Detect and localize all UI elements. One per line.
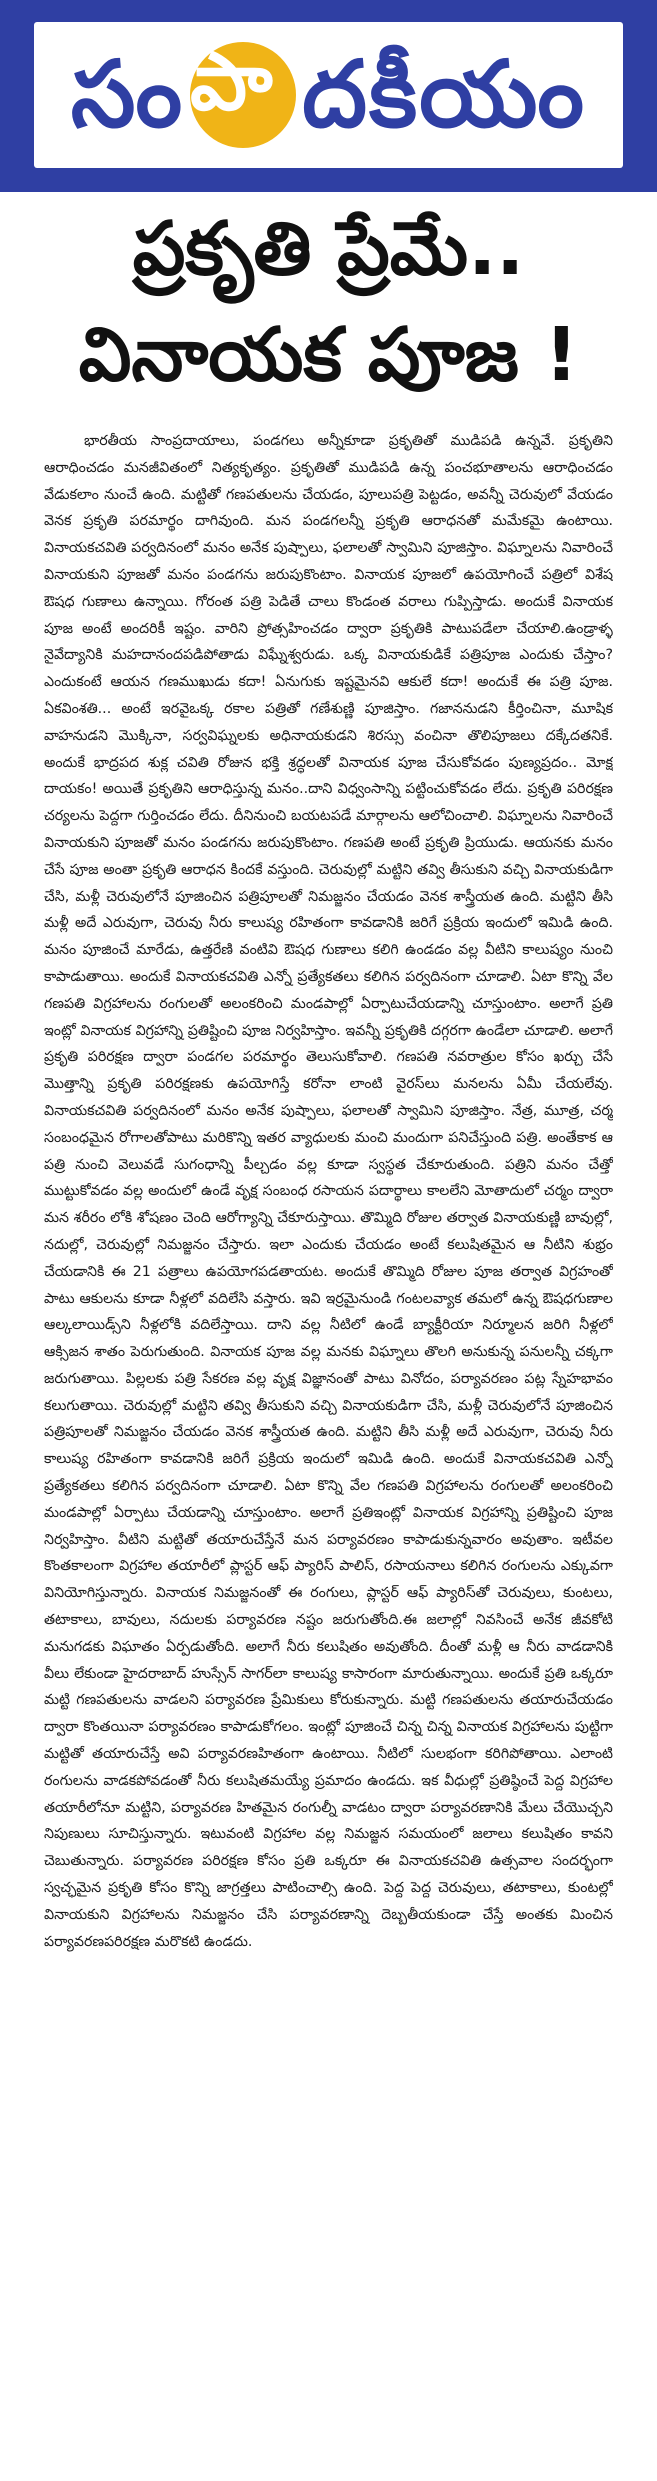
masthead-band xyxy=(0,0,657,192)
headline-line-1: ప్రకృతి ప్రేమే.. xyxy=(132,206,525,292)
article-body xyxy=(44,428,613,2468)
masthead-part1: సం xyxy=(70,41,185,148)
article-paragraph: భారతీయ సాంప్రదాయాలు, పండగలు అన్నీకూడా ప్రకృతితో ముడిపడి ఉన్నవే. ప్రకృతిని ఆరాధించడం మనజీవితంలో నిత్యకృత్యం. ప్రకృతితో ముడిపడి ఉన్న పంచభూతాలను ఆరాధించడం వేడుకలాం నుంచే ఉంది. మట్టితో గణపతులను చేయడం, పూలుపత్రి పెట్టడం, అవన్నీ చెరువులో వేయడం వెనక ప్రకృతి పరమార్థం దాగివుంది. మన పండగలన్నీ ప్రకృతి ఆరాధనతో మమేకమై ఉంటాయి. వినాయకచవితి పర్వదినంలో మనం అనేక పుష్పాలు, ఫలాలతో స్వామిని పూజిస్తాం. విఘ్నాలను నివారించే వినాయకుని పూజతో మనం పండగను జరుపుకొంటాం. వినాయక పూజలో ఉపయోగించే పత్రిలో విశేష ఔషధ గుణాలు ఉన్నాయి. గోరంత పత్రి పెడితే చాలు కొండంత వరాలు గుప్పిస్తాడు. అందుకే వినాయక పూజ అంటే అందరికీ ఇష్టం. వారిని ప్రోత్సహించడం ద్వారా ప్రకృతికి పాటుపడేలా చేయాలి.ఉండ్రాళ్ళ నైవేద్యానికి మహదానందపడిపోతాడు విఘ్నేశ్వరుడు. ఒక్క వినాయకుడికే పత్రిపూజ ఎందుకు చేస్తాం? ఎందుకంటే ఆయన గణముఖుడు కదా! ఏనుగుకు ఇష్టమైనవి ఆకులే కదా! అందుకే ఈ పత్రి పూజ. ఏకవింశతి... అంటే ఇరవైఒక్క రకాల పత్రితో గణేశుణ్ణి పూజిస్తాం. గజాననుడని కీర్తించినా, మూషిక వాహనుడని మొక్కినా, సర్వవిఘ్నలకు అధినాయకుడని శిరస్సు వంచినా తొలిపూజలు దక్కేదతనికే. అందుకే భాద్రపద శుక్ల చవితి రోజున భక్తి శ్రద్ధలతో వినాయక పూజ చేసుకోవడం పుణ్యప్రదం.. మోక్ష దాయకం! అయితే ప్రకృతిని ఆరాధిస్తున్న మనం..దాని విధ్వంసాన్ని పట్టించుకోవడం లేదు. ప్రకృతి పరిరక్షణ చర్యలను పెద్దగా గుర్తించడం లేదు. దీనినుంచి బయటపడే మార్గాలను ఆలోచించాలి. విఘ్నాలను నివారించే వినాయకుని పూజతో మనం పండగను జరుపుకొంటాం. గణపతి అంటే ప్రకృతి ప్రియుడు. ఆయనకు మనం చేసే పూజ అంతా ప్రకృతి ఆరాధన కిందకే వస్తుంది. చెరువుల్లో మట్టిని తవ్వి తీసుకుని వచ్చి వినాయకుడిగా చేసి, మళ్లీ చెరువులోనే పూజించిన పత్రిపూలతో నిమజ్జనం చేయడం వెనక శాస్త్రీయత ఉంది. మట్టిని తీసి మళ్లీ అదే ఎరువుగా, చెరువు నీరు కాలుష్య రహితంగా కావడానికి జరిగే ప్రక్రియ ఇందులో ఇమిడి ఉంది. మనం పూజించే మారేడు, ఉత్తరేణి వంటివి ఔషధ గుణాలు కలిగి ఉండడం వల్ల వీటిని కాలుష్యం నుంచి కాపాడుతాయి. అందుకే వినాయకచవితి ఎన్నో ప్రత్యేకతలు కలిగిన పర్వదినంగా చూడాలి. ఏటా కొన్ని వేల గణపతి విగ్రహాలను రంగులతో అలంకరించి మండపాల్లో ఏర్పాటుచేయడాన్ని చూస్తుంటాం. అలాగే ప్రతి ఇంట్లో వినాయక విగ్రహాన్ని ప్రతిష్టించి పూజ నిర్వహిస్తాం. ఇవన్నీ ప్రకృతికి దగ్గరగా ఉండేలా చూడాలి. అలాగే ప్రకృతి పరిరక్షణ ద్వారా పండగల పరమార్థం తెలుసుకోవాలి. గణపతి నవరాత్రుల కోసం ఖర్చు చేసే మొత్తాన్ని ప్రకృతి పరిరక్షణకు ఉపయోగిస్తే కరోనా లాంటి వైరస్‌లు మనలను ఏమీ చేయలేవు. వినాయకచవితి పర్వదినంలో మనం అనేక పుష్పాలు, ఫలాలతో స్వామిని పూజిస్తాం. నేత్ర, మూత్ర, చర్మ సంబంధమైన రోగాలతోపాటు మరికొన్ని ఇతర వ్యాధులకు మంచి మందుగా పనిచేస్తుంది పత్రి. అంతేకాక ఆ పత్రి నుంచి వెలువడే సుగంధాన్ని పీల్చడం వల్ల కూడా స్వస్థత చేకూరుతుంది. పత్రిని మనం చేత్తో ముట్టుకోవడం వల్ల అందులో ఉండే వృక్ష సంబంధ రసాయన పదార్థాలు కాలలేని మోతాదులో చర్మం ద్వారా మన శరీరం లోకి శోషణం చెంది ఆరోగ్యాన్ని చేకూరుస్తాయి. తొమ్మిది రోజుల తర్వాత వినాయకుణ్ణి బావుల్లో, నదుల్లో, చెరువుల్లో నిమజ్జనం చేస్తారు. ఇలా ఎందుకు చేయడం అంటే కలుషితమైన ఆ నీటిని శుభ్రం చేయడానికి ఈ 21 పత్రాలు ఉపయోగపడతాయట. అందుకే తొమ్మిది రోజుల పూజ తర్వాత విగ్రహంతో పాటు ఆకులను కూడా నీళ్లలో వదిలేసి వస్తారు. ఇవి ఇర్రమైనుండి గంటలవ్యాక తమలో ఉన్న ఔషధగుణాల ఆల్కలాయిడ్స్‌ని నీళ్లలోకి వదిలేస్తాయి. దాని వల్ల నీటిలో ఉండే బ్యాక్టీరియా నిర్మూలన జరిగి నీళ్లలో ఆక్సిజన శాతం పెరుగుతుంది. వినాయక పూజ వల్ల మనకు విఘ్నాలు తొలగి అనుకున్న పనులన్నీ చక్కగా జరుగుతాయి. పిల్లలకు పత్రి సేకరణ వల్ల వృక్ష విజ్ఞానంతో పాటు వినోదం, పర్యావరణం పట్ల స్నేహభావం కలుగుతాయి. చెరువుల్లో మట్టిని తవ్వి తీసుకుని వచ్చి వినాయకుడిగా చేసి, మళ్లీ చెరువులోనే పూజించిన పత్రిపూలతో నిమజ్జనం చేయడం వెనక శాస్త్రీయత ఉంది. మట్టిని తీసి మళ్లీ అదే ఎరువుగా, చెరువు నీరు కాలుష్య రహితంగా కావడానికి జరిగే ప్రక్రియ ఇందులో ఇమిడి ఉంది. అందుకే వినాయకచవితి ఎన్నో ప్రత్యేకతలు కలిగిన పర్వదినంగా చూడాలి. ఏటా కొన్ని వేల గణపతి విగ్రహాలను రంగులతో అలంకరించి మండపాల్లో ఏర్పాటు చేయడాన్ని చూస్తుంటాం. అలాగే ప్రతిఇంట్లో వినాయక విగ్రహాన్ని ప్రతిష్టించి పూజ నిర్వహిస్తాం. వీటిని మట్టితో తయారుచేస్తేనే మన పర్యావరణం కాపాడుకున్నవారం అవుతాం. ఇటీవల కొంతకాలంగా విగ్రహాల తయారీలో ప్లాస్టర్ ఆఫ్ ప్యారిస్ పాలిస్, రసాయనాలు కలిగిన రంగులను ఎక్కువగా వినియోగిస్తున్నారు. వినాయక నిమజ్జనంతో ఈ రంగులు, ప్లాస్టర్ ఆఫ్ ప్యారిస్‌తో చెరువులు, కుంటలు, తటాకాలు, బావులు, నదులకు పర్యావరణ నష్టం జరుగుతోంది.ఈ జలాల్లో నివసించే అనేక జీవకోటి మనుగడకు విఘాతం ఏర్పడుతోంది. అలాగే నీరు కలుషితం అవుతోంది. దీంతో మళ్లీ ఆ నీరు వాడడానికి వీలు లేకుండా హైదరాబాద్ హుస్సేన్ సాగర్‌లా కాలుష్య కాసారంగా మారుతున్నాయి. అందుకే ప్రతి ఒక్కరూ మట్టి గణపతులను వాడలని పర్యావరణ ప్రేమికులు కోరుకున్నారు. మట్టి గణపతులను తయారుచేయడం ద్వారా కొంతయినా పర్యావరణం కాపాడుకోగలం. ఇంట్లో పూజించే చిన్న చిన్న వినాయక విగ్రహాలను పుట్టిగా మట్టితో తయారుచేస్తే అవి పర్యావరణహితంగా ఉంటాయి. నీటిలో సులభంగా కరిగిపోతాయి. ఎలాంటి రంగులను వాడకపోవడంతో నీరు కలుషితమయ్యే ప్రమాదం ఉండదు. ఇక వీధుల్లో ప్రతిష్ఠించే పెద్ద విగ్రహాల తయారీలోనూ మట్టిని, పర్యావరణ హితమైన రంగుల్నీ వాడటం ద్వారా పర్యావరణానికి మేలు చేయొచ్చని నిపుణులు సూచిస్తున్నారు. ఇటువంటి విగ్రహాల వల్ల నిమజ్జన సమయంలో జలాలు కలుషితం కావని చెబుతున్నారు. పర్యావరణ పరిరక్షణ కోసం ప్రతి ఒక్కరూ ఈ వినాయకచవితి ఉత్సవాల సందర్భంగా స్వచ్ఛమైన ప్రకృతి కోసం కొన్ని జాగ్రత్తలు పాటించాల్సి ఉంది. పెద్ద పెద్ద చెరువులు, తటాకాలు, కుంటల్లో వినాయకుని విగ్రహాలను నిమజ్జనం చేసి పర్యావరణాన్ని దెబ్బతీయకుండా చేస్తే అంతకు మించిన పర్యావరణపరిరక్షణ మరొకటి ఉండదు. xyxy=(44,433,613,1950)
masthead-part2: దకీయం xyxy=(302,41,587,148)
masthead-logo xyxy=(34,22,623,168)
headline xyxy=(0,196,657,418)
headline-line-2: వినాయక పూజ ! xyxy=(78,312,579,398)
masthead-badge: పా xyxy=(190,42,296,148)
